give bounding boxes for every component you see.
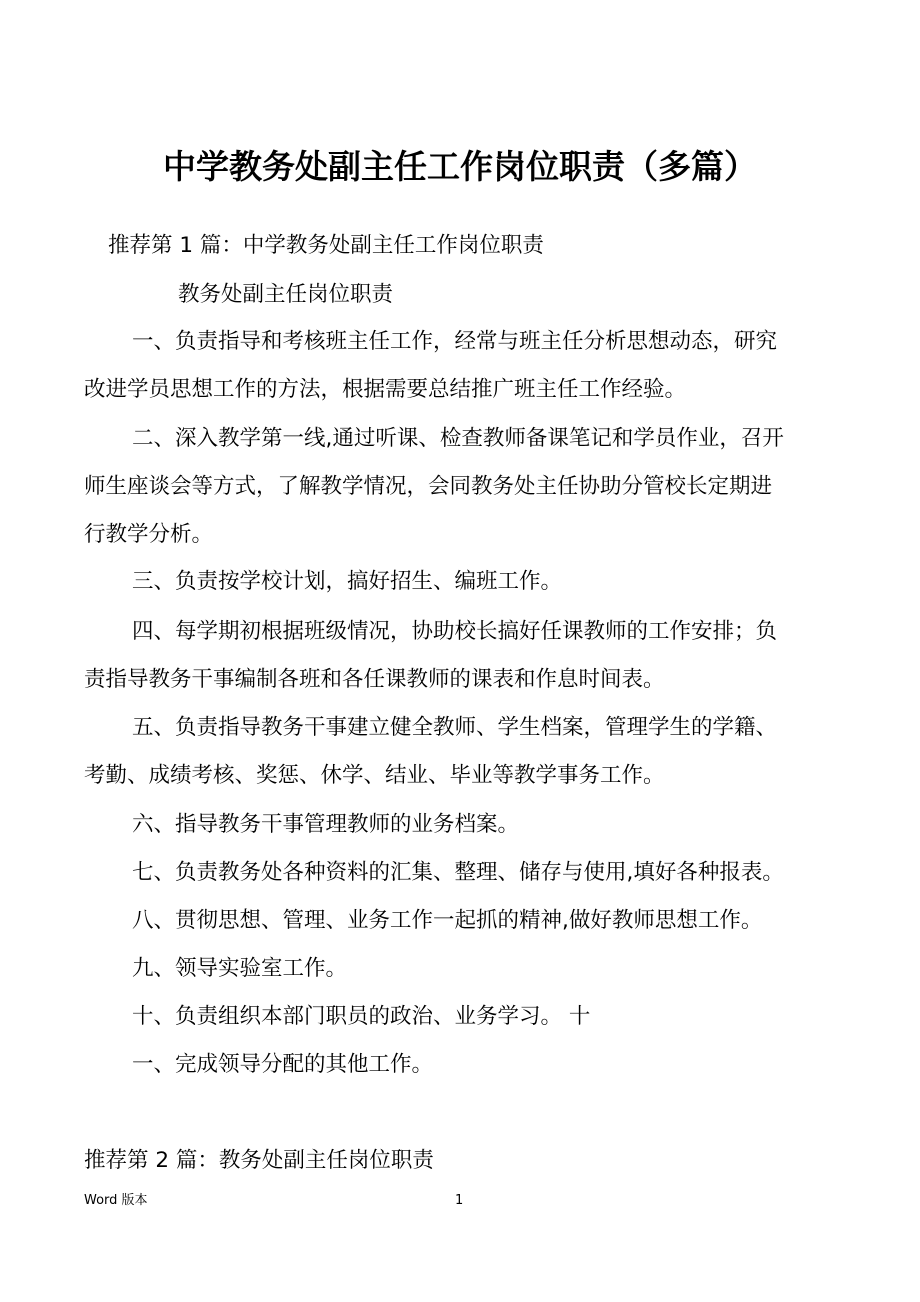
item-1-line-2: 改进学员思想工作的方法，根据需要总结推广班主任工作经验。 [84,377,687,402]
document-title: 中学教务处副主任工作岗位职责（多篇） [163,147,757,186]
item-4-line-1: 四、每学期初根据班级情况，协助校长搞好任课教师的工作安排；负 [132,619,778,644]
item-3-line-1: 三、负责按学校计划，搞好招生、编班工作。 [132,569,563,594]
item-2-line-3: 行教学分析。 [84,522,214,547]
footer-version-label: Word 版本 [84,1193,148,1208]
item-7-line-1: 七、负责教务处各种资料的汇集、整理、储存与使用,填好各种报表。 [132,860,784,885]
item-2-line-2: 师生座谈会等方式，了解教学情况，会同教务处主任协助分管校长定期进 [84,474,773,499]
item-8-line-1: 八、贯彻思想、管理、业务工作一起抓的精神,做好教师思想工作。 [132,908,763,933]
item-6-line-1: 六、指导教务干事管理教师的业务档案。 [132,812,520,837]
item-10-line-1: 十、负责组织本部门职员的政治、业务学习。 十 [132,1004,591,1029]
section2-heading: 推荐第 2 篇：教务处副主任岗位职责 [84,1148,434,1173]
item-4-line-2: 责指导教务干事编制各班和各任课教师的课表和作息时间表。 [84,667,665,692]
section1-heading: 推荐第 1 篇：中学教务处副主任工作岗位职责 [108,233,544,258]
footer-page-number: 1 [455,1193,464,1208]
item-9-line-1: 九、领导实验室工作。 [132,956,348,981]
item-1-line-1: 一、负责指导和考核班主任工作，经常与班主任分析思想动态，研究 [132,329,778,354]
item-11-line-1: 一、完成领导分配的其他工作。 [132,1052,434,1077]
item-2-line-1: 二、深入教学第一线,通过听课、检查教师备课笔记和学员作业，召开 [132,426,784,451]
item-5-line-1: 五、负责指导教务干事建立健全教师、学生档案，管理学生的学籍、 [132,715,778,740]
section1-subheading: 教务处副主任岗位职责 [178,282,394,307]
item-5-line-2: 考勤、成绩考核、奖惩、休学、结业、毕业等教学事务工作。 [84,763,665,788]
